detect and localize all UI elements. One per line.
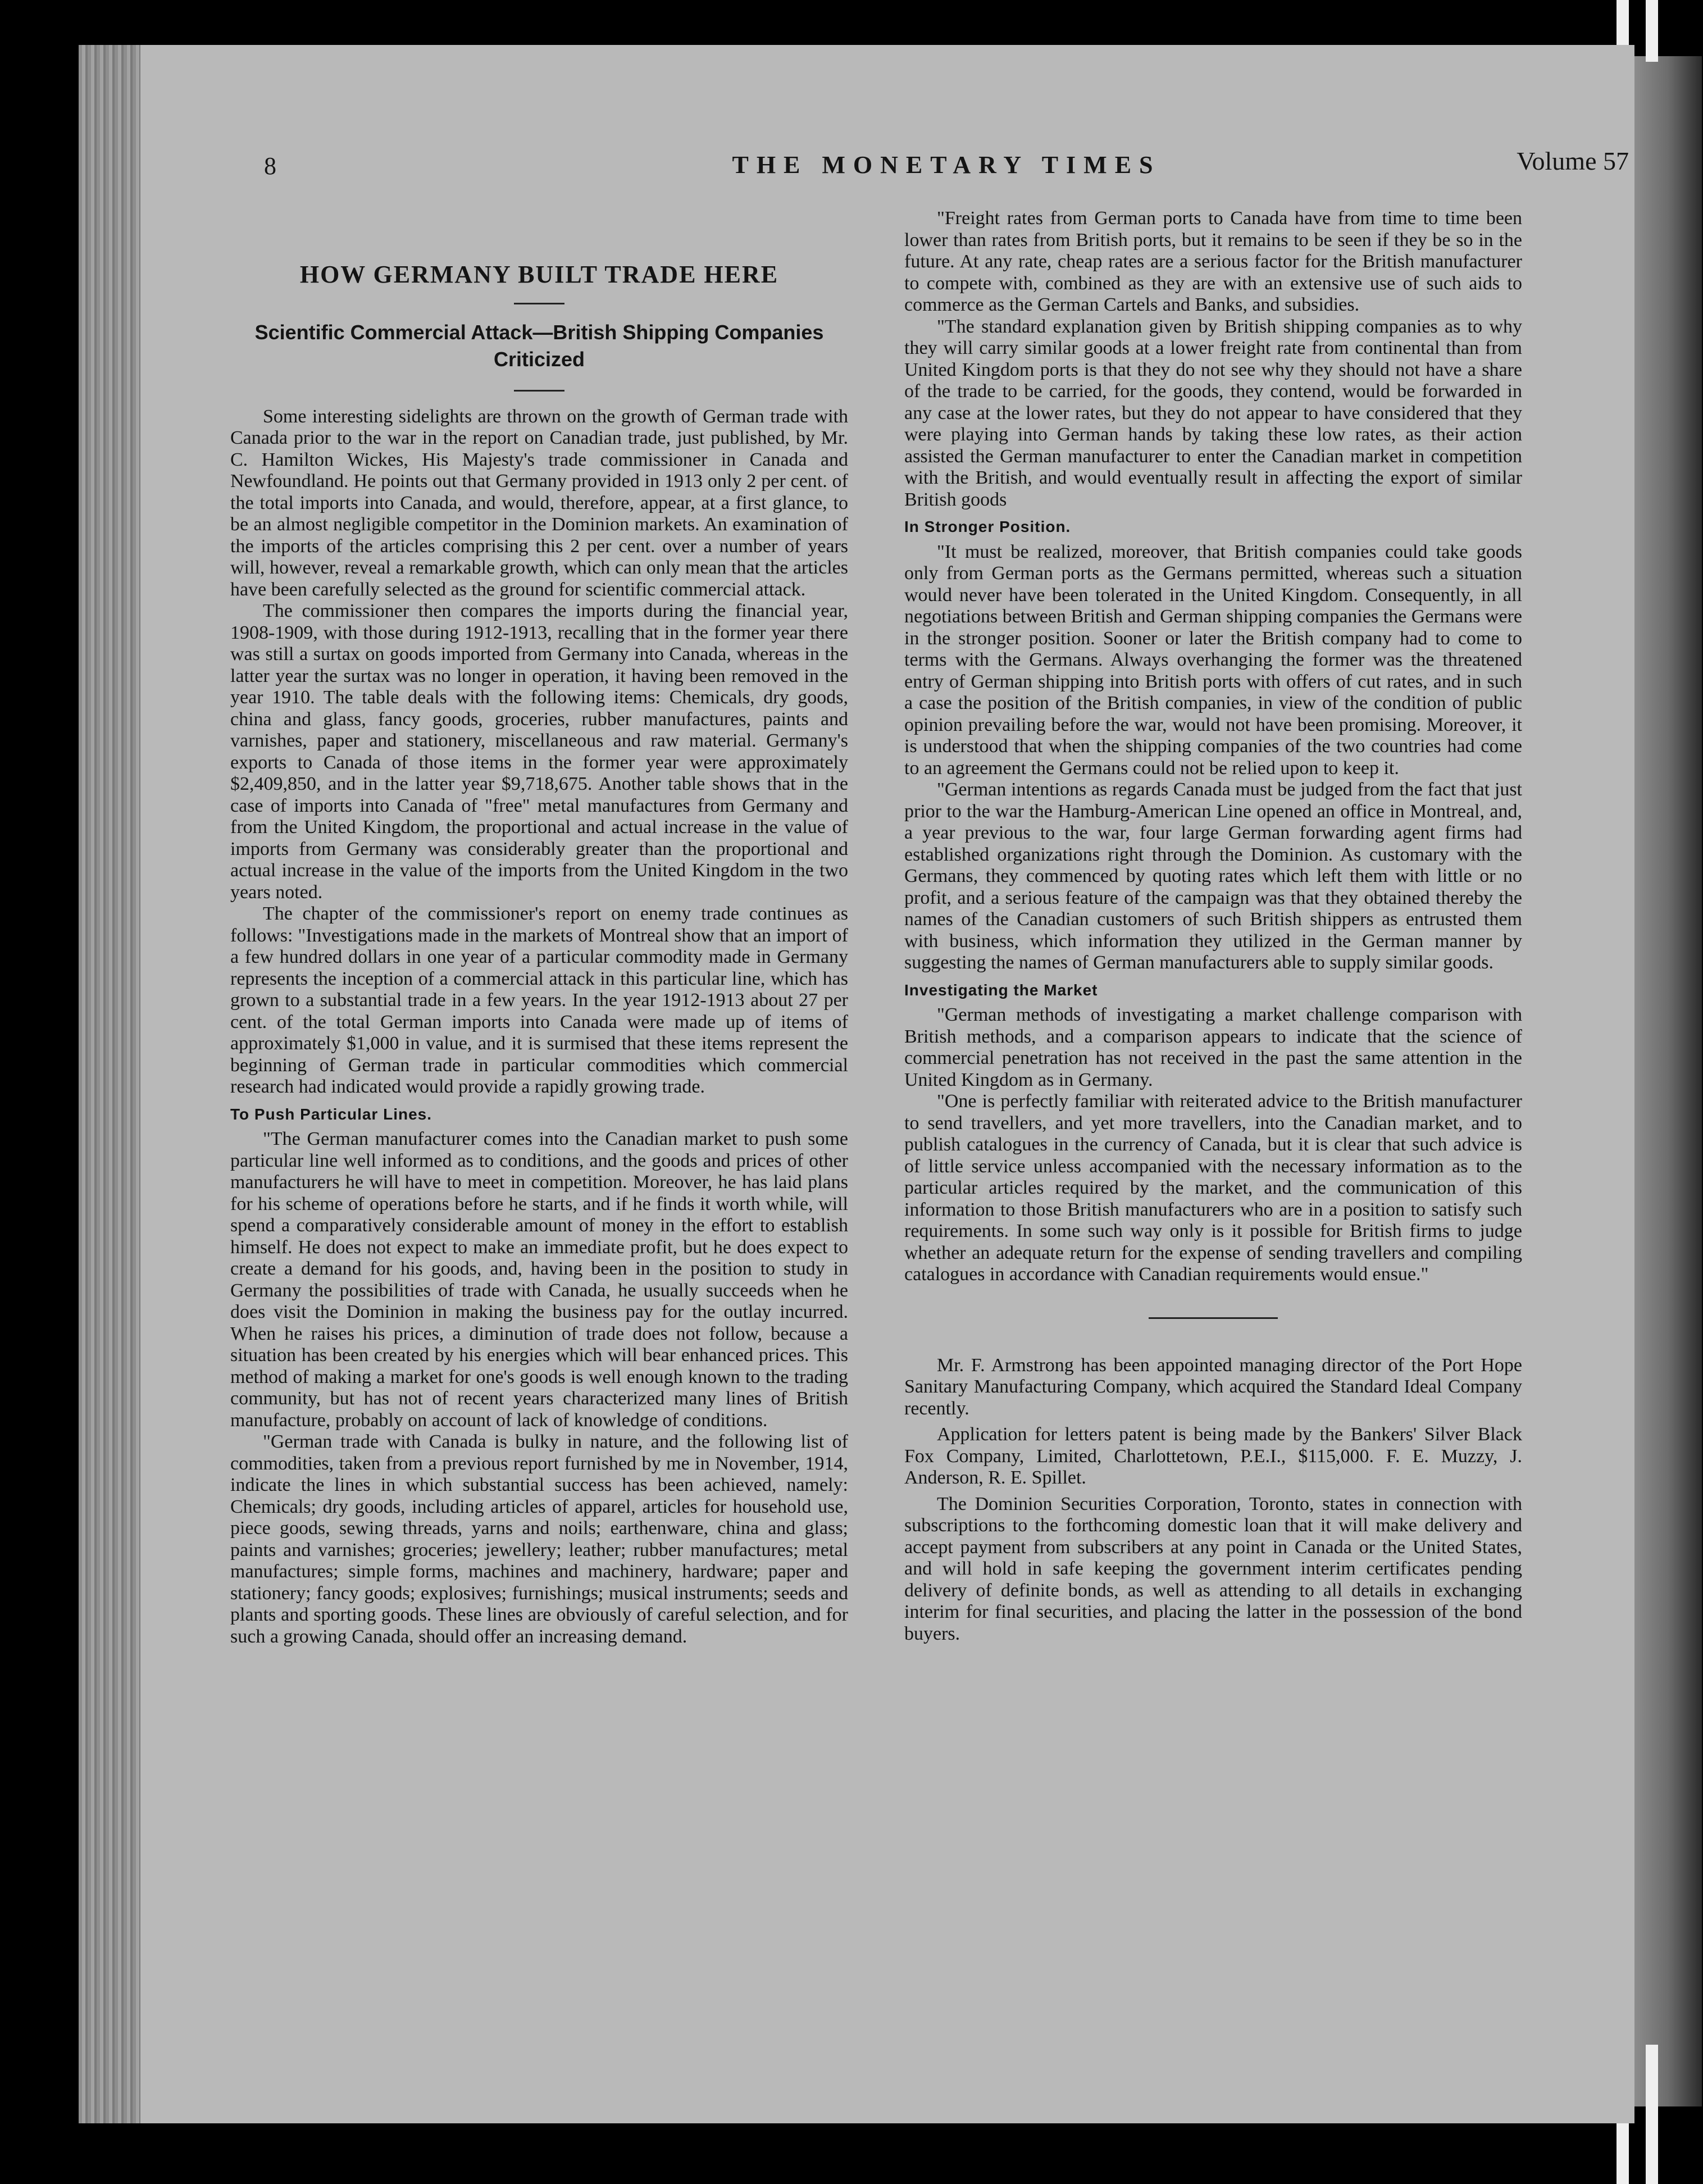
right-column bbox=[904, 208, 1522, 1649]
paragraph: The chapter of the commissioner's report on enemy trade continues as follows: "Investigations made in the markets of Montreal show that an import of a few hundred dollars in one year of a particular commodity made in Germany represents the inception of a commercial attack in this particular line, which has grown to a substantial trade in a few years. In the year 1912-1913 about 27 per cent. of the total German imports into Canada were made up of items of approximately $1,000 in value, and it is surmised that these items represent the beginning of German trade in particular commodities which commercial research had indicated would provide a rapidly growing trade. bbox=[230, 903, 848, 1097]
paragraph: "It must be realized, moreover, that British companies could take goods only from German ports as the Germans permitted, whereas such a situation would never have been tolerated in the United Kingdom. Consequently, in all negotiations between British and German shipping companies the Germans were in the stronger position. Sooner or later the British company had to come to terms with the Germans. Always overhanging the former was the threatened entry of German shipping into British ports with offers of cut rates, and in such a case the position of the British companies, in view of the condition of public opinion prevailing before the war, would not have been promising. Moreover, it is understood that when the shipping companies of the two countries had come to an agreement the Germans could not be relied upon to keep it. bbox=[904, 541, 1522, 779]
title-divider bbox=[514, 303, 564, 304]
running-head bbox=[264, 146, 1629, 191]
subtitle-divider bbox=[514, 390, 564, 392]
article-end-rule bbox=[1149, 1317, 1278, 1319]
book-page-edges bbox=[79, 45, 146, 2123]
section-heading-push: To Push Particular Lines. bbox=[230, 1105, 432, 1123]
article-subtitle: Scientific Commercial Attack—British Shipping Companies Criticized bbox=[254, 320, 824, 371]
paragraph: "The German manufacturer comes into the Canadian market to push some particular line well informed as to conditions, and the goods and prices of other manufacturers he will have to meet in competition. Moreover, he has laid plans for his scheme of operations before he starts, and if he finds it worth while, will spend a comparatively considerable amount of money in the effort to establish himself. He does not expect to make an immediate profit, but he does expect to create a demand for his goods, and, having been in the position to study in Germany the possibilities of trade with Canada, he usually succeeds when he does visit the Dominion in making the business pay for the outlay incurred. When he raises his prices, a diminution of trade does not follow, because a situation has been created by his energies which will bear enhanced prices. This method of making a market for one's goods is well enough known to the trading community, but has not of recent years characterized many lines of British manufacture, probably on account of lack of knowledge of conditions. bbox=[230, 1129, 848, 1431]
news-item: Application for letters patent is being made by the Bankers' Silver Black Fox Company, Limited, Charlottetown, P.E.I., $115,000. F. E. Muzzy, J. Anderson, R. E. Spillet. bbox=[904, 1424, 1522, 1488]
film-edge-mark-top-2 bbox=[1646, 0, 1658, 62]
paragraph: "German trade with Canada is bulky in nature, and the following list of commodities, taken from a previous report furnished by me in November, 1914, indicate the lines in which substantial success has been achieved, namely: Chemicals; dry goods, including articles of apparel, articles for household use, piece goods, sewing threads, yarns and noils; earthenware, china and glass; paints and varnishes; groceries; jewellery; leather; rubber manufactures; metal manufactures; simple forms, machines and machinery, hardware; paper and stationery; fancy goods; explosives; furnishings; musical instruments; seeds and plants and sporting goods. These lines are obviously of careful selection, and for such a growing Canada, should offer an increasing demand. bbox=[230, 1431, 848, 1647]
page-number: 8 bbox=[264, 152, 276, 180]
news-item: Mr. F. Armstrong has been appointed managing director of the Port Hope Sanitary Manufacturing Company, which acquired the Standard Ideal Company recently. bbox=[904, 1354, 1522, 1419]
section-heading-stronger: In Stronger Position. bbox=[904, 518, 1071, 535]
paragraph: "Freight rates from German ports to Canada have from time to time been lower than rates from British ports, but it remains to be seen if they be so in the future. At any rate, cheap rates are a serious factor for the British manufacturer to compete with, combined as they are with an extensive use of such aids to commerce as the German Cartels and Banks, and subsidies. bbox=[904, 208, 1522, 315]
magazine-page bbox=[140, 45, 1634, 2123]
film-edge-mark-bottom-2 bbox=[1646, 2045, 1658, 2184]
article-title: HOW GERMANY BUILT TRADE HERE bbox=[299, 261, 779, 288]
left-column bbox=[230, 208, 848, 1648]
paragraph: The commissioner then compares the imports during the financial year, 1908-1909, with those during 1912-1913, recalling that in the former year there was still a surtax on goods imported from Germany into Canada, whereas in the latter year the surtax was no longer in operation, it having been removed in the year 1910. The table deals with the following items: Chemicals, dry goods, china and glass, fancy goods, groceries, rubber manufactures, paints and varnishes, paper and stationery, miscellaneous and raw material. Germany's exports to Canada of those items in the former year were approximately $2,409,850, and in the latter year $9,718,675. Another table shows that in the case of imports into Canada of "free" metal manufactures from Germany and from the United Kingdom, the proportional and actual increase in the value of imports from Germany was considerably greater than the proportional and actual increase in the value of the imports from the United Kingdom in the two years noted. bbox=[230, 600, 848, 903]
section-heading-investigating: Investigating the Market bbox=[904, 981, 1098, 999]
volume-label: Volume 57 bbox=[1517, 147, 1629, 175]
paragraph: "German methods of investigating a market challenge comparison with British methods, and a comparison appears to indicate that the science of commercial penetration has not received in the past the same attention in the United Kingdom as in Germany. bbox=[904, 1004, 1522, 1090]
news-item: The Dominion Securities Corporation, Toronto, states in connection with subscriptions to the forthcoming domestic loan that it will make delivery and accept payment from subscribers at any point in Canada or the United States, and will hold in safe keeping the government interim certificates pending delivery of definite bonds, as well as attending to all details in exchanging interim for final securities, and placing the latter in the possession of the bond buyers. bbox=[904, 1493, 1522, 1644]
paragraph: Some interesting sidelights are thrown on the growth of German trade with Canada prior to the war in the report on Canadian trade, just published, by Mr. C. Hamilton Wickes, His Majesty's trade commissioner in Canada and Newfoundland. He points out that Germany provided in 1913 only 2 per cent. of the total imports into Canada, and would, therefore, appear, at a first glance, to be an almost negligible competitor in the Dominion markets. An examination of the imports of the articles comprising this 2 per cent. over a number of years will, however, reveal a remarkable growth, which can only mean that the articles have been carefully selected as the ground for scientific commercial attack. bbox=[230, 406, 848, 600]
paragraph: "German intentions as regards Canada must be judged from the fact that just prior to the war the Hamburg-American Line opened an office in Montreal, and, a year previous to the war, four large German forwarding agent firms had established organizations right through the Dominion. As customary with the Germans, they commenced by quoting rates which left them with little or no profit, and a serious feature of the campaign was that they obtained thereby the names of the Canadian customers of such British shippers as entrusted them with business, which information they utilized in the German manner by suggesting the names of German manufacturers able to supply similar goods. bbox=[904, 779, 1522, 973]
paragraph: "One is perfectly familiar with reiterated advice to the British manufacturer to send travellers, and yet more travellers, into the Canadian market, and to publish catalogues in the currency of Canada, but it is clear that such advice is of little service unless accompanied with the necessary information as to the particular articles required by the market, and the communication of this information to those British manufacturers who are in a position to satisfy such requirements. In some such way only is it possible for British firms to judge whether an adequate return for the expense of sending travellers and compiling catalogues in accordance with Canadian requirements would ensue." bbox=[904, 1091, 1522, 1285]
publication-title: THE MONETARY TIMES bbox=[732, 151, 1161, 179]
paragraph: "The standard explanation given by British shipping companies as to why they will carry similar goods at a lower freight rate from continental than from United Kingdom ports is that they do not see why they should not have a share of the trade to be carried, for the goods, they contend, would be forwarded in any case at the lower rates, but they do not appear to have considered that they were playing into German hands by taking these low rates, as their action assisted the German manufacturer to enter the Canadian market in competition with the British, and would eventually result in affecting the export of similar British goods bbox=[904, 316, 1522, 510]
news-notes bbox=[904, 1355, 1522, 1645]
